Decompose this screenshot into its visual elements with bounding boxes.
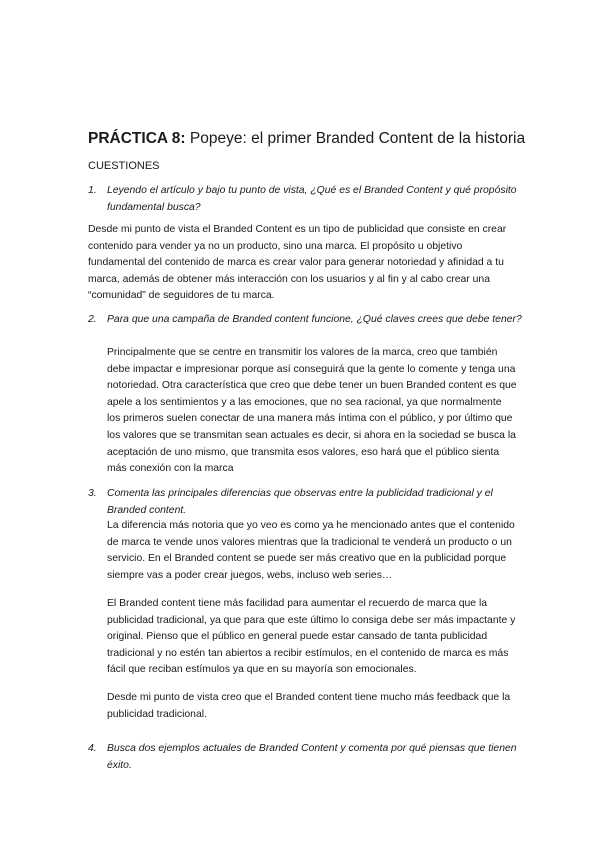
question-number: 1.	[88, 185, 97, 196]
answer-2: Principalmente que se centre en transmitir los valores de la marca, creo que también debe impactar e impresionar porque así conseguirá que la gente lo comente y tenga una notoriedad. Otra característica que creo que debe tener un buen Branded content es que apele a los sentimientos y a las emociones, que no sea racional, ya que normalmente los primeros suelen conectar de una manera más íntima con el público, y por último que los valores que se transmitan sean actuales es decir, si ahora en la sociedad se busca la aceptación de uno mismo, que transmita esos valores, eso hará que el público sienta más conexión con la marca	[107, 347, 517, 475]
title-label: PRÁCTICA 8:	[88, 130, 186, 147]
question-number: 2.	[88, 314, 97, 325]
section-heading: CUESTIONES	[88, 160, 160, 172]
question-text: Comenta las principales diferencias que observas entre la publicidad tradicional y el Branded content.	[107, 488, 493, 516]
question-text: Busca dos ejemplos actuales de Branded Content y comenta por qué piensas que tienen éxito.	[107, 743, 517, 771]
title-text: Popeye: el primer Branded Content de la historia	[189, 130, 526, 147]
answer-3-paragraph-1: La diferencia más notoria que yo veo es como ya he mencionado antes que el contenido de marca te vende unos valores mientras que la tradicional te venderá un producto o un servicio. En el Branded content se puede ser más creativo que en la publicidad porque siempre vas a poder crear juegos, webs, incluso web series…	[107, 520, 515, 581]
question-2	[88, 312, 528, 329]
page-title	[88, 130, 525, 148]
question-number: 4.	[88, 743, 97, 754]
answer-3-paragraph-3: Desde mi punto de vista creo que el Branded content tiene mucho más feedback que la publicidad tradicional.	[107, 692, 511, 720]
question-1	[88, 183, 528, 216]
question-text: Leyendo el artículo y bajo tu punto de vista, ¿Qué es el Branded Content y qué propósito fundamental busca?	[107, 185, 517, 213]
question-text: Para que una campaña de Branded content funcione, ¿Qué claves crees que debe tener?	[107, 314, 522, 325]
question-number: 3.	[88, 488, 97, 499]
question-3	[88, 486, 528, 519]
question-4	[88, 741, 528, 774]
answer-3-paragraph-2: El Branded content tiene más facilidad para aumentar el recuerdo de marca que la publicidad tradicional, ya que para que este último lo consiga debe ser más impactante y original. Pienso que el público en general puede estar cansado de tanta publicidad tradicional y no estén tan abiertos a recibir estímulos, en el contenido de marca es más fácil que reciban estímulos ya que en su mayoría son emocionales.	[107, 598, 516, 676]
answer-1: Desde mi punto de vista el Branded Content es un tipo de publicidad que consiste en crear contenido para vender ya no un producto, sino una marca. El propósito u objetivo fundamental del contenido de marca es crear valor para generar notoriedad y afinidad a tu marca, además de obtener más interacción con los usuarios y al fin y al cabo crear una “comunidad” de seguidores de tu marca.	[88, 224, 507, 302]
